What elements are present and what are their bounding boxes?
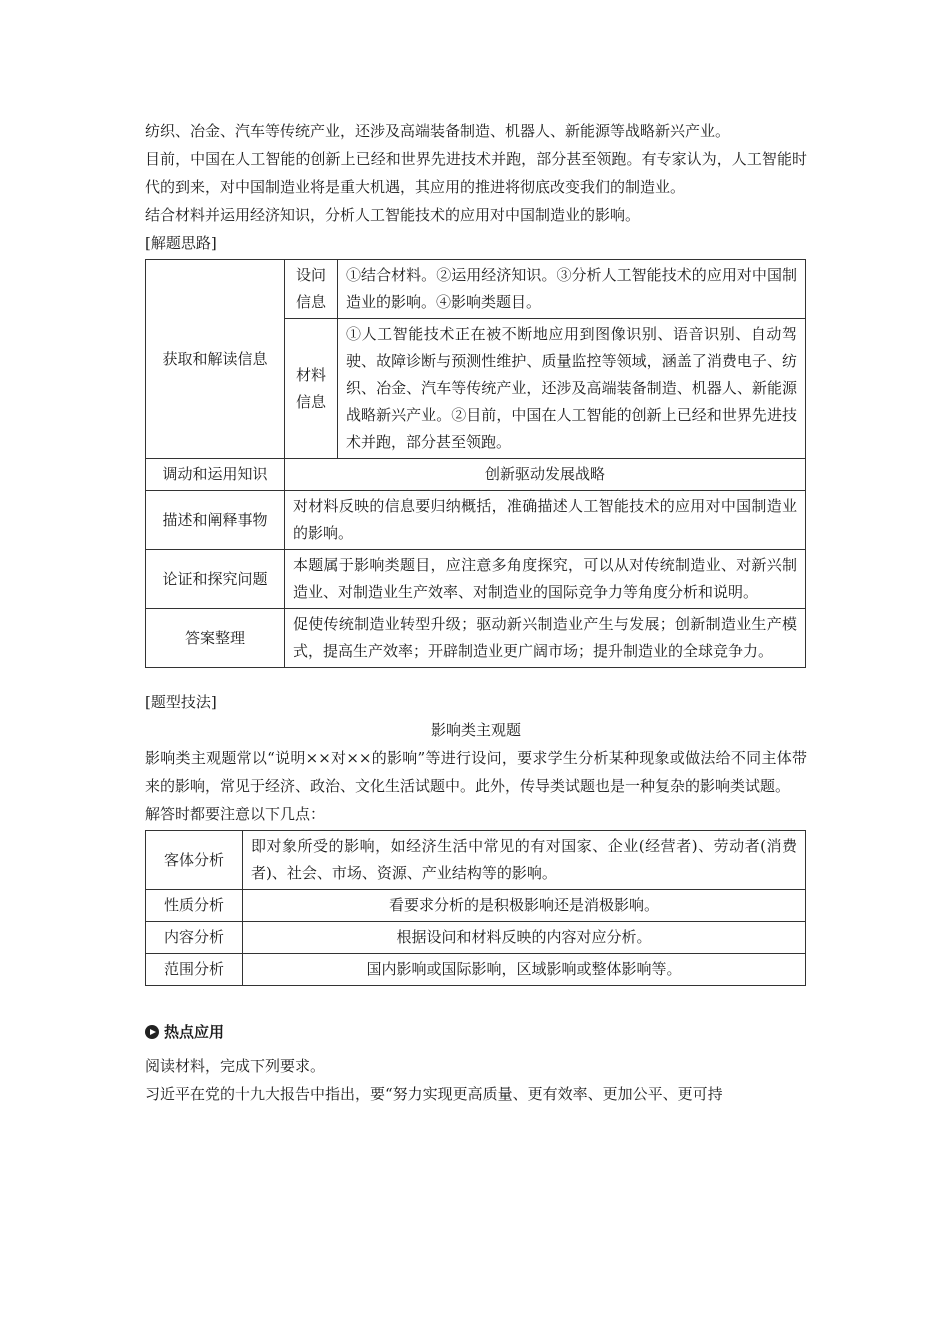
knowledge-text: 创新驱动发展战略 bbox=[285, 459, 806, 491]
table-row bbox=[146, 954, 806, 986]
point-label: 客体分析 bbox=[146, 831, 243, 890]
table-row bbox=[146, 491, 806, 550]
hot-application-title: 热点应用 bbox=[164, 1023, 225, 1041]
sub-label-question-info: 设问信息 bbox=[285, 260, 338, 319]
technique-note: 解答时都要注意以下几点： bbox=[145, 805, 326, 823]
row-label-describe: 描述和阐释事物 bbox=[146, 491, 285, 550]
solution-section-label: [解题思路] bbox=[145, 234, 217, 252]
table-row bbox=[146, 609, 806, 668]
answer-text: 促使传统制造业转型升级；驱动新兴制造业产生与发展；创新制造业生产模式，提高生产效率；开辟制造业更广阔市场；提升制造业的全球竞争力。 bbox=[285, 609, 806, 668]
hot-application-heading bbox=[145, 1018, 807, 1046]
point-label: 范围分析 bbox=[146, 954, 243, 986]
analysis-table bbox=[145, 259, 806, 668]
point-text: 根据设问和材料反映的内容对应分析。 bbox=[243, 922, 806, 954]
technique-title: 影响类主观题 bbox=[430, 721, 521, 739]
material-info-text: ①人工智能技术正在被不断地应用到图像识别、语音识别、自动驾驶、故障诊断与预测性维护、质量监控等领域，涵盖了消费电子、纺织、冶金、汽车等传统产业，还涉及高端装备制造、机器人、新能源战略新兴产业。②目前，中国在人工智能的创新上已经和世界先进技术并跑，部分甚至领跑。 bbox=[338, 319, 806, 459]
play-circle-icon bbox=[145, 1025, 159, 1039]
table-row bbox=[146, 890, 806, 922]
point-label: 性质分析 bbox=[146, 890, 243, 922]
point-text: 即对象所受的影响，如经济生活中常见的有对国家、企业(经营者)、劳动者(消费者)、社会、市场、资源、产业结构等的影响。 bbox=[243, 831, 806, 890]
technique-section-label: [题型技法] bbox=[145, 693, 217, 711]
points-table bbox=[145, 830, 806, 986]
describe-text: 对材料反映的信息要归纳概括，准确描述人工智能技术的应用对中国制造业的影响。 bbox=[285, 491, 806, 550]
table-row bbox=[146, 831, 806, 890]
document-page bbox=[145, 117, 807, 1108]
hot-instruction: 阅读材料，完成下列要求。 bbox=[145, 1057, 326, 1075]
row-label-info: 获取和解读信息 bbox=[146, 260, 285, 459]
row-label-knowledge: 调动和运用知识 bbox=[146, 459, 285, 491]
table-row bbox=[146, 922, 806, 954]
hot-material-text: 习近平在党的十九大报告中指出，要“努力实现更高质量、更有效率、更加公平、更可持 bbox=[145, 1085, 723, 1103]
table-row bbox=[146, 260, 806, 319]
point-text: 国内影响或国际影响，区域影响或整体影响等。 bbox=[243, 954, 806, 986]
point-label: 内容分析 bbox=[146, 922, 243, 954]
intro-paragraph-2: 目前，中国在人工智能的创新上已经和世界先进技术并跑，部分甚至领跑。有专家认为，人工智能时代的到来，对中国制造业将是重大机遇，其应用的推进将彻底改变我们的制造业。 bbox=[145, 150, 807, 196]
table-row bbox=[146, 550, 806, 609]
argue-text: 本题属于影响类题目，应注意多角度探究，可以从对传统制造业、对新兴制造业、对制造业生产效率、对制造业的国际竞争力等角度分析和说明。 bbox=[285, 550, 806, 609]
sub-label-material-info: 材料信息 bbox=[285, 319, 338, 459]
question-info-text: ①结合材料。②运用经济知识。③分析人工智能技术的应用对中国制造业的影响。④影响类题目。 bbox=[338, 260, 806, 319]
table-row bbox=[146, 459, 806, 491]
row-label-answer: 答案整理 bbox=[146, 609, 285, 668]
row-label-argue: 论证和探究问题 bbox=[146, 550, 285, 609]
intro-line-1: 纺织、冶金、汽车等传统产业，还涉及高端装备制造、机器人、新能源等战略新兴产业。 bbox=[145, 122, 731, 140]
technique-paragraph: 影响类主观题常以“说明××对××的影响”等进行设问，要求学生分析某种现象或做法给不同主体带来的影响，常见于经济、政治、文化生活试题中。此外，传导类试题也是一种复杂的影响类试题。 bbox=[145, 749, 807, 795]
question-text: 结合材料并运用经济知识，分析人工智能技术的应用对中国制造业的影响。 bbox=[145, 206, 641, 224]
point-text: 看要求分析的是积极影响还是消极影响。 bbox=[243, 890, 806, 922]
